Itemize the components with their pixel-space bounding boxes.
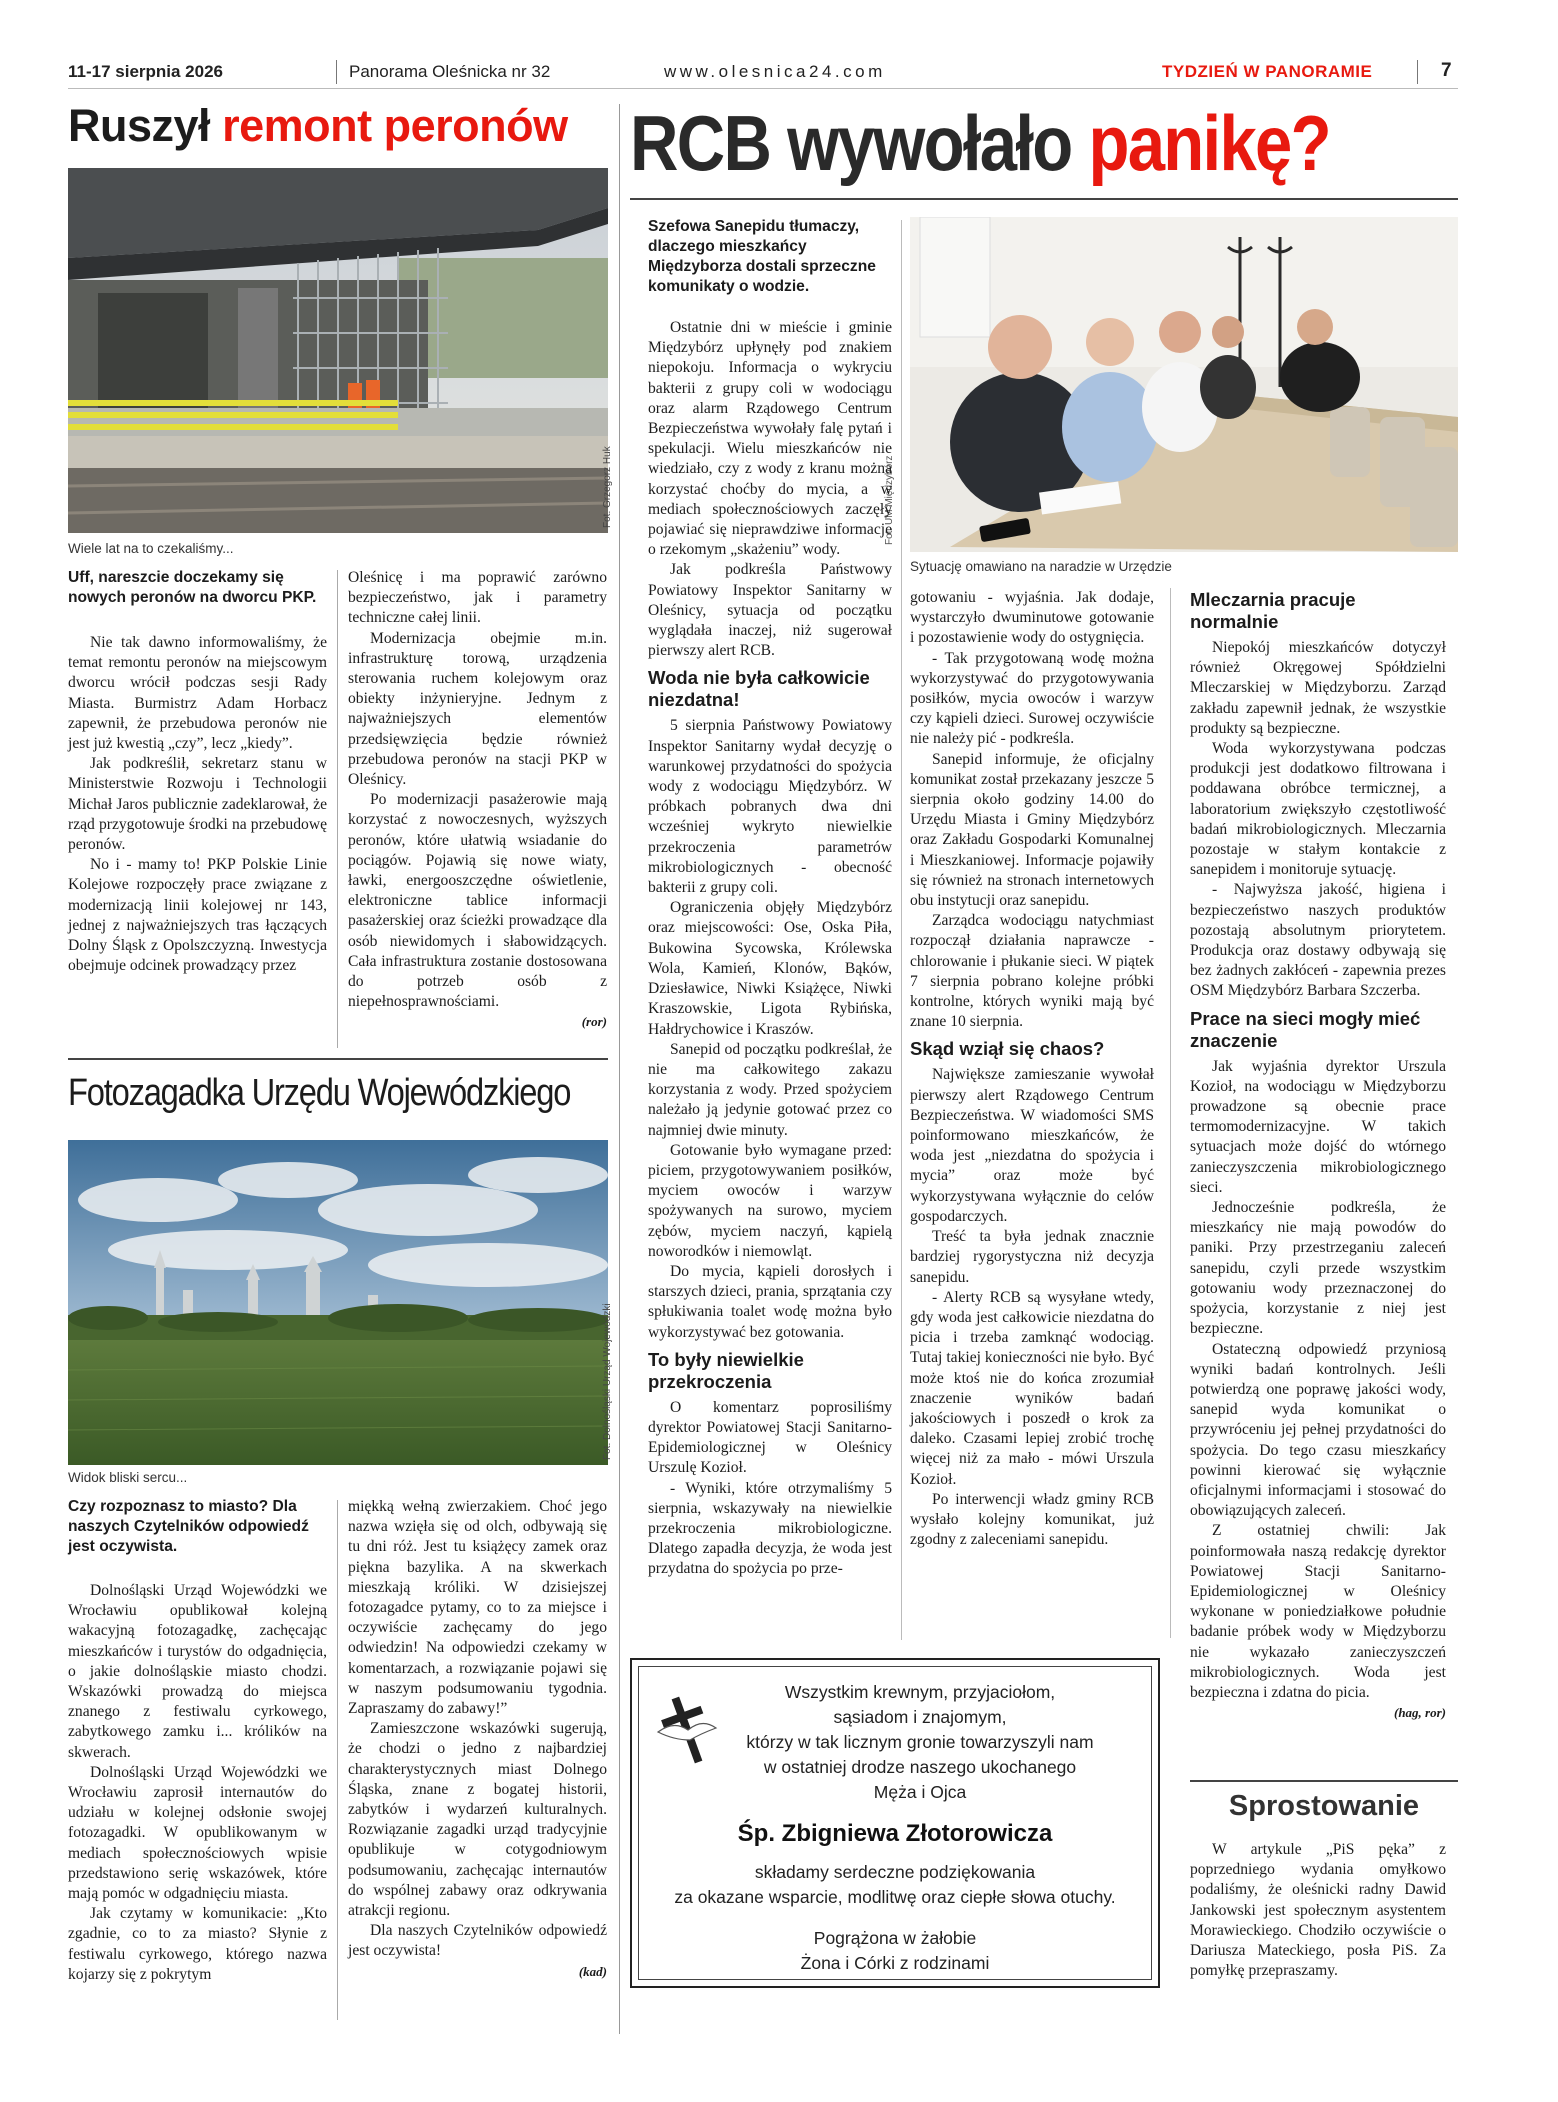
article-lead: Uff, nareszcie doczekamy się nowych peronów na dworcu PKP. <box>68 569 317 606</box>
article-column <box>1190 583 1446 1723</box>
paragraph: Jak czytamy w komunikacie: „Kto zgadnie, co to za miasto? Słynie z festiwalu cyrkowego, którego nazwa kojarzy się z pokrytym <box>68 1905 327 1983</box>
paragraph: Modernizacja obejmie m.in. infrastrukturę torową, urządzenia sterowania ruchem kolejowym oraz obiekty inżynieryjne. Jednym z najważniejszych elementów przedsięwzięcia będzie również przebudowa peronów na stacji PKP w Oleśnicy. <box>348 629 607 789</box>
paragraph: O komentarz poprosiliśmy dyrektor Powiatowej Stacji Sanitarno-Epidemiologicznej w Oleśnicy Urszulę Kozioł. <box>648 1398 892 1477</box>
obituary-line: Wszystkim krewnym, przyjaciołom, <box>784 1682 1056 1702</box>
paragraph: Jak podkreśla Państwowy Powiatowy Inspektor Sanitarny w Oleśnicy, sytuacja od początku wyglądała inaczej, niż sugerował pierwszy alert RCB. <box>648 561 892 660</box>
paragraph: Niepokój mieszkańców dotyczył również Okręgowej Spółdzielni Mleczarskiej w Międzyborzu. Zarząd zakładu zapewnił jednak, że wszystkie produkty są bezpieczne. <box>1190 639 1446 737</box>
section-rule <box>630 198 1458 200</box>
paragraph: Największe zamieszanie wywołał pierwszy alert Rządowego Centrum Bezpieczeństwa. W wiadomości SMS poinformowano mieszkańców, że woda jest „niezdatna do spożycia i mycia” oraz może być wykorzystywana wyłącznie do celów gospodarczych. <box>910 1066 1154 1225</box>
obituary-line: Żona i Córki z rodzinami <box>800 1953 990 1973</box>
paragraph: Ostatnie dni w mieście i gminie Międzybórz upłynęły pod znakiem niepokoju. Informacja o wykryciu bakterii z grupy coli w wodociągu oraz alarm Rządowego Centrum Bezpieczeństwa wywołały falę pytań i spekulacji. Wielu mieszkańców nie wiedziało, czy z wody z kranu można korzystać choćby do mycia, a w mediach społecznościowych zaczęły pojawiać się nieprawdziwe informacje o rzekomym „skażeniu” wody. <box>648 319 892 559</box>
column-divider <box>619 104 620 2034</box>
paragraph: gotowaniu - wyjaśnia. Jak dodaje, wystarczyło dwuminutowe gotowanie i pozostawienie wody do ostygnięcia. <box>910 589 1154 647</box>
meeting-photo <box>910 217 1458 552</box>
obituary-line: sąsiadom i znajomym, <box>833 1707 1007 1727</box>
paragraph: Po interwencji władz gminy RCB wysłało kolejny komunikat, już zgodny z zaleceniami sanepidu. <box>910 1490 1154 1549</box>
paragraph: W artykule „PiS pęka” z poprzedniego wydania omyłkowo podaliśmy, że oleśnicki radny Dawid Jankowski jest społecznym asystentem Morawieckiego. Chodziło oczywiście o Dariusza Mateckiego, posła PiS. Za pomyłkę przepraszamy. <box>1190 1841 1446 1980</box>
paragraph: Do mycia, kąpieli dorosłych i starszych dzieci, prania, sprzątania czy spłukiwania toalet wodę można było wykorzystywać bez gotowania. <box>648 1262 892 1341</box>
article-title <box>68 100 568 152</box>
title-red-part: remont peronów <box>222 100 568 151</box>
paragraph: Jednocześnie podkreśla, że mieszkańcy nie mają powodów do paniki. Przy przestrzeganiu zaleceń sanepidu, czyli przede wszystkim gotowaniu wody przeznaczonej do spożycia, korzystanie z niej jest bezpieczne. <box>1190 1199 1446 1338</box>
title-black-part: Ruszył <box>68 100 211 151</box>
photo-caption: Wiele lat na to czekaliśmy... <box>68 541 234 556</box>
paragraph: Gotowanie było wymagane przed: piciem, przygotowywaniem posiłków, myciem owoców i warzyw spożywanych na surowo, myciem zębów, myciem naczyń, kąpielą noworodków i niemowląt. <box>648 1141 892 1260</box>
paragraph: Ograniczenia objęły Międzybórz oraz miejscowości: Ose, Oska Piła, Bukowina Sycowska, Królewska Wola, Kamień, Klonów, Bąków, Dziesławice, Niwki Książęce, Niwki Kraszowskie, Ligota Rybińska, Hałdrychowice i Kraszów. <box>648 899 892 1038</box>
subheading: To były niewielkie przekroczenia <box>648 1348 804 1392</box>
paragraph: Dolnośląski Urząd Wojewódzki we Wrocławiu zaprosił internautów do udziału w kolejnej odsłonie swojej fotozagadki. W opublikowanym w mediach społecznościowych wpisie przedstawiono serię wskazówek, które mają pomóc w odgadnięciu miasta. <box>68 1763 327 1903</box>
paragraph: - Wyniki, które otrzymaliśmy 5 sierpnia, wskazywały na niewielkie przekroczenia mikrobiologiczne. Dlatego zapadła decyzja, że woda jest przydatna do spożycia po prze- <box>648 1479 892 1578</box>
paragraph: Jak podkreślił, sekretarz stanu w Ministerstwie Rozwoju i Technologii Michał Jaros publicznie zadeklarował, że rząd przygotowuje środki na przebudowę peronów. <box>68 755 327 854</box>
photo-caption: Sytuację omawiano na naradzie w Urzędzie <box>910 559 1172 574</box>
obituary-name: Śp. Zbigniewa Złotorowicza <box>737 1820 1053 1847</box>
title-red-part: panikę? <box>1088 99 1330 187</box>
photo-credit: Fot. Dolnośląski Urząd Wojewódzki <box>602 1303 613 1460</box>
correction-top-rule <box>1190 1780 1458 1782</box>
article-column <box>68 1497 327 1985</box>
photo-credit: Fot. Grzegorz Huk <box>602 446 613 528</box>
town-photo <box>68 1140 608 1465</box>
signature: (hag, ror) <box>1393 1705 1446 1721</box>
paragraph: 5 sierpnia Państwowy Powiatowy Inspektor Sanitarny wydał decyzję o warunkowej przydatności do spożycia wody z wodociągu Międzybórz. W próbkach pobranych dwa dni wcześniej wykryto niewielkie przekroczenia parametrów mikrobiologicznych - obecność bakterii z grupy coli. <box>648 717 892 897</box>
paragraph: Sanepid informuje, że oficjalny komunikat został przekazany jeszcze 5 sierpnia około godziny 14.00 do Urzędu Miasta i Gminy Międzybórz oraz Zakładu Gospodarki Komunalnej i Mieszkaniowej. Informacje pojawiły się również na stronach internetowych obu instytucji oraz sanepidu. <box>910 750 1154 910</box>
article-column <box>348 568 607 1033</box>
obituary-line: Pogrążona w żałobie <box>813 1928 977 1948</box>
correction-title: Sprostowanie <box>1228 1790 1420 1822</box>
paragraph: Treść ta była jednak znacznie bardziej rygorystyczna niż decyzja sanepidu. <box>910 1228 1154 1286</box>
correction-text <box>1190 1840 1446 1981</box>
paragraph: miękką wełną zwierzakiem. Choć jego nazwa wzięła się od olch, odbywają się tu dni róż. Jest tu książęcy zamek oraz piękna bazylika. A na skwerkach mieszkają króliki. W dzisiejszej fotozagadce pytamy, co to za miejsce i oczywiście zachęcamy do jego odwiedzin! Na odpowiedzi czekamy w komentarzach, a rozwiązanie pojawi się w naszym podsumowaniu tygodnia. Zapraszamy do zabawy!” <box>348 1498 607 1718</box>
obituary-notice <box>630 1658 1160 1988</box>
section-name: TYDZIEŃ W PANORAMIE <box>1162 62 1373 81</box>
paragraph: Ostateczną odpowiedź przyniosą wyniki badań kontrolnych. Jeśli potwierdzą one poprawę jakości wody, sanepid wyda komunikat o przywróceniu jej pełnej przydatności do spożycia. Do tego czasu mieszkańcy powinni kierować się wyłącznie oficjalnymi informacjami i stosować do obowiązujących zaleceń. <box>1190 1340 1446 1520</box>
subheading: Prace na sieci mogły mieć znaczenie <box>1190 1007 1421 1051</box>
paragraph: Dolnośląski Urząd Wojewódzki we Wrocławiu opublikował kolejną wakacyjną fotozagadkę, zachęcając mieszkańców i turystów do odgadnięcia, o jakie dolnośląskie miasto chodzi. Wskazówki prowadzą do miejsca znanego z festiwalu cyrkowego, zabytkowego zamku i... królików na skwerach. <box>68 1582 327 1761</box>
paragraph: - Tak przygotowaną wodę można wykorzystywać do przygotowywania posiłków, mycia owoców i warzyw czy kąpieli dzieci. Surowej oczywiście nie należy pić - podkreśla. <box>910 649 1154 748</box>
paragraph: - Alerty RCB są wysyłane wtedy, gdy woda jest całkowicie niezdatna do picia i trzeba zamknąć wodociąg. Tutaj takiej konieczności nie było. Być może ktoś nie do końca zrozumiał znaczenie wyników badań jakościowych i poszedł o krok za daleko. Czasami lepiej zrobić trochę więcej niż za mało - mówi Urszula Kozioł. <box>910 1288 1154 1488</box>
obituary-line: Męża i Ojca <box>873 1782 967 1802</box>
title-black-part: RCB wywołało <box>630 99 1072 187</box>
paragraph: Jak wyjaśnia dyrektor Urszula Kozioł, na wodociągu w Międzyborzu prowadzone są obecnie prace termomodernizacyjne. W takich sytuacjach może dojść do wtórnego zanieczyszczenia mikrobiologicznego sieci. <box>1190 1057 1446 1196</box>
column-divider <box>337 1500 338 2020</box>
paragraph: No i - mamy to! PKP Polskie Linie Kolejowe rozpoczęły prace związane z modernizacją linii kolejowej nr 143, jednej z najważniejszych tras łączących Dolny Śląsk z Opolszczyzną. Inwestycja obejmuje odcinek prowadzący przez <box>68 856 327 975</box>
paragraph: Nie tak dawno informowaliśmy, że temat remontu peronów na miejscowym dworcu wrócił podczas sesji Rady Miasta. Burmistrz Adam Horbacz zapewnił, że przebudowa peronów nie jest już kwestią „czy”, lecz „kiedy”. <box>68 634 327 753</box>
article-column <box>648 318 892 1580</box>
column-divider <box>901 220 902 1640</box>
header-divider <box>336 60 337 84</box>
article-column <box>68 568 327 976</box>
column-divider <box>337 570 338 1048</box>
paragraph: Z ostatniej chwili: Jak poinformowała naszą redakcję dyrektor Powiatowej Stacji Sanitarno-Epidemiologicznej w Oleśnicy wykonane w poniedziałkowe południe badanie próbek wody w Międzyborzu nie wykazało zanieczyszczeń mikrobiologicznych. Woda jest bezpieczna i zdatna do picia. <box>1190 1522 1446 1701</box>
obituary-line: w ostatniej drodze naszego ukochanego <box>763 1757 1077 1777</box>
website-url: www.olesnica24.com <box>664 62 886 81</box>
paragraph: Zarządca wodociągu natychmiast rozpoczął działania naprawcze - chlorowanie i płukanie sieci. W piątek 7 sierpnia pobrano kolejne próbki kontrolne, których wyniki mają być znane 10 sierpnia. <box>910 912 1154 1031</box>
obituary-line: którzy w tak licznym gronie towarzyszyli nam <box>746 1732 1094 1752</box>
header-divider <box>1417 60 1418 84</box>
section-rule <box>68 1058 608 1060</box>
paragraph: - Najwyższa jakość, higiena i bezpieczeństwo naszych produktów pozostają absolutnym priorytetem. Produkcja oraz dostawy odbywają się bez żadnych zakłóceń - zapewnia prezes OSM Międzybórz Barbara Szczerba. <box>1190 881 1446 1000</box>
issue-number: Panorama Oleśnicka nr 32 <box>349 62 551 81</box>
platform-photo <box>68 168 608 533</box>
paragraph: Sanepid od początku podkreślał, że nie ma całkowitego zakazu korzystania z wody. Przed spożyciem należało ją jedynie gotować przez co najmniej dwie minuty. <box>648 1040 892 1139</box>
subheading: Woda nie była całkowicie niezdatna! <box>648 667 870 711</box>
obituary-line: składamy serdeczne podziękowania <box>754 1862 1036 1882</box>
subheading: Skąd wziął się chaos? <box>910 1038 1105 1060</box>
page-number: 7 <box>1441 60 1452 81</box>
signature: (ror) <box>581 1014 607 1030</box>
paragraph: Zamieszczone wskazówki sugerują, że chodzi o jedno z najbardziej charakterystycznych miast Dolnego Śląska, znane z bogatej historii, zabytków i wydarzeń kulturalnych. Rozwiązanie zagadki urząd tradycyjnie opublikuje w cotygodniowym podsumowaniu, zachęcając internautów do wspólnej zabawy oraz odkrywania atrakcji regionu. <box>348 1720 607 1920</box>
subheading: Mleczarnia pracuje normalnie <box>1190 589 1356 632</box>
paragraph: Oleśnicę i ma poprawić zarówno bezpieczeństwo, jak i parametry techniczne całej linii. <box>348 569 607 627</box>
paragraph: Woda wykorzystywana podczas produkcji jest dodatkowo filtrowana i poddawana obróbce termicznej, a laboratorium zwiększyło częstotliwość badań mikrobiologicznych. Mleczarnia pozostaje w stałym kontakcie z sanepidem i monitoruje sytuację. <box>1190 740 1446 879</box>
article-title: Fotozagadka Urzędu Wojewódzkiego <box>68 1072 571 1114</box>
article-lead: Szefowa Sanepidu tłumaczy, dlaczego mieszkańcy Międzyborza dostali sprzeczne komunikaty o wodzie. <box>648 218 876 295</box>
article-lead: Czy rozpoznasz to miasto? Dla naszych Czytelników odpowiedź jest oczywista. <box>68 1498 309 1555</box>
photo-caption: Widok bliski sercu... <box>68 1470 188 1485</box>
photo-credit: Fot. UM Międzybórz <box>884 455 895 545</box>
paragraph: Dla naszych Czytelników odpowiedź jest oczywista! <box>348 1922 607 1960</box>
issue-date: 11-17 sierpnia 2026 <box>68 62 224 81</box>
paragraph: Po modernizacji pasażerowie mają korzystać z nowoczesnych, wyższych peronów, które ułatwią wsiadanie do pociągów. Pojawią się nowe wiaty, ławki, energooszczędne oświetlenie, elektroniczne tablice informacji pasażerskiej oraz ścieżki prowadzące dla osób niewidomych i słabowidzących. Cała infrastruktura zostanie dostosowana do potrzeb osób z niepełnosprawnościami. <box>348 791 607 1011</box>
article-title <box>630 98 1330 188</box>
article-column <box>910 588 1154 1550</box>
header-rule <box>68 88 1458 89</box>
obituary-line: za okazane wsparcie, modlitwę oraz ciepłe słowa otuchy. <box>674 1887 1116 1907</box>
column-divider <box>1170 588 1171 1638</box>
article-column <box>348 1497 607 1982</box>
signature: (kad) <box>578 1963 607 1979</box>
